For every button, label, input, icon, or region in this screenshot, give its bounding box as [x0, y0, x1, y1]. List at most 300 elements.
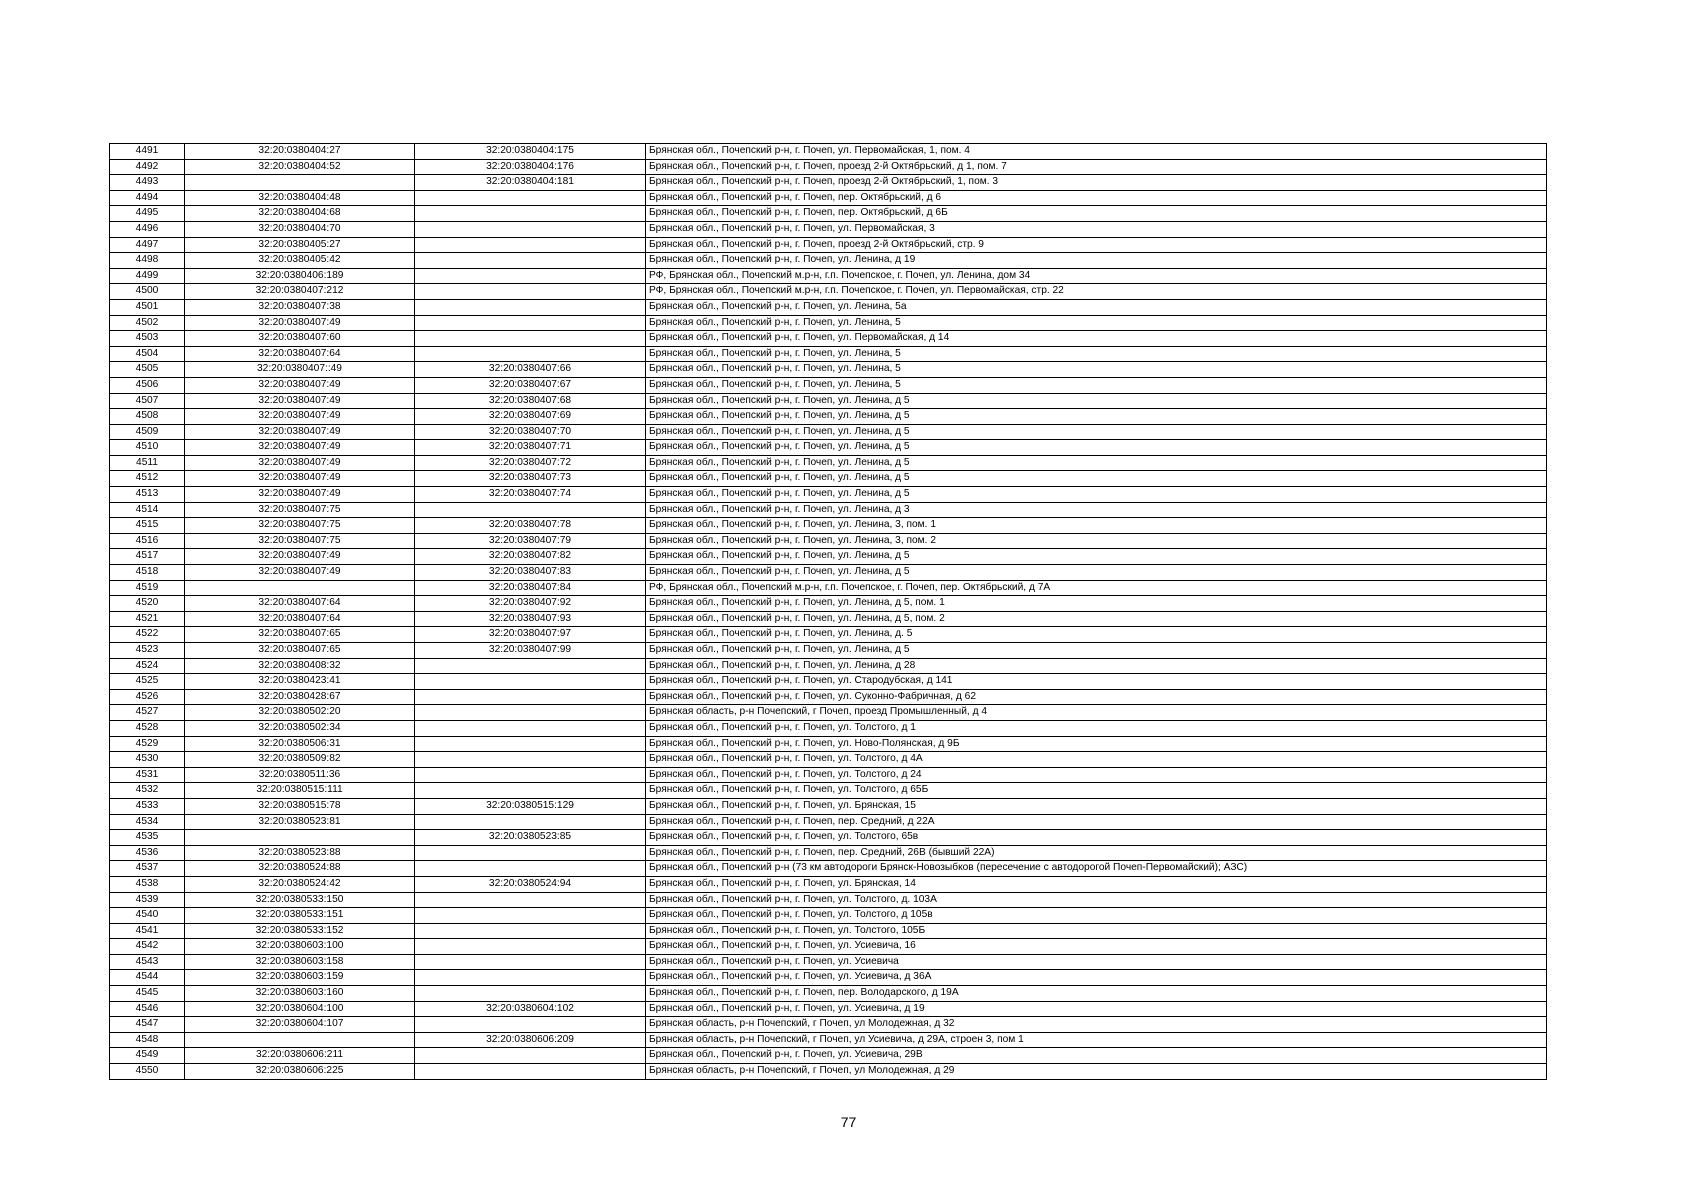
row-number-cell: 4497: [110, 237, 185, 253]
cadastral-number-object-cell: [415, 253, 646, 269]
cadastral-number-object-cell: [415, 658, 646, 674]
cadastral-number-cell: [185, 580, 415, 596]
address-cell: Брянская обл., Почепский р-н, г. Почеп, ул. Ленина, 5: [646, 315, 1547, 331]
table-row: [110, 206, 1547, 222]
row-number-cell: 4517: [110, 549, 185, 565]
table-row: [110, 1048, 1547, 1064]
cadastral-number-object-cell: [415, 892, 646, 908]
row-number-cell: 4518: [110, 565, 185, 581]
cadastral-number-cell: 32:20:0380407:49: [185, 549, 415, 565]
cadastral-number-object-cell: 32:20:0380407:92: [415, 596, 646, 612]
address-cell: Брянская область, р-н Почепский, г Почеп, ул Молодежная, д 32: [646, 1017, 1547, 1033]
cadastral-number-object-cell: [415, 206, 646, 222]
table-row: [110, 611, 1547, 627]
cadastral-number-object-cell: [415, 705, 646, 721]
row-number-cell: 4528: [110, 720, 185, 736]
cadastral-number-cell: 32:20:0380404:48: [185, 190, 415, 206]
cadastral-number-cell: 32:20:0380407:75: [185, 502, 415, 518]
address-cell: Брянская обл., Почепский р-н, г. Почеп, ул. Ленина, д 5, пом. 1: [646, 596, 1547, 612]
cadastral-number-cell: 32:20:0380603:100: [185, 939, 415, 955]
row-number-cell: 4494: [110, 190, 185, 206]
cadastral-number-cell: 32:20:0380523:81: [185, 814, 415, 830]
table-row: [110, 643, 1547, 659]
cadastral-number-cell: 32:20:0380407:38: [185, 299, 415, 315]
address-cell: Брянская обл., Почепский р-н, г. Почеп, ул. Первомайская, д 14: [646, 331, 1547, 347]
address-cell: Брянская обл., Почепский р-н, г. Почеп, ул. Ленина, д 5: [646, 487, 1547, 503]
table-row: [110, 689, 1547, 705]
table-row: [110, 393, 1547, 409]
row-number-cell: 4502: [110, 315, 185, 331]
cadastral-number-object-cell: 32:20:0380404:181: [415, 175, 646, 191]
cadastral-number-cell: [185, 1032, 415, 1048]
cadastral-number-cell: 32:20:0380405:27: [185, 237, 415, 253]
cadastral-number-cell: 32:20:0380407:65: [185, 627, 415, 643]
address-cell: Брянская обл., Почепский р-н, г. Почеп, ул. Толстого, д 105в: [646, 908, 1547, 924]
cadastral-number-object-cell: [415, 674, 646, 690]
address-cell: Брянская обл., Почепский р-н, г. Почеп, ул. Ленина, 5: [646, 362, 1547, 378]
cadastral-number-cell: 32:20:0380407:49: [185, 440, 415, 456]
row-number-cell: 4500: [110, 284, 185, 300]
address-cell: Брянская обл., Почепский р-н, г. Почеп, ул. Ленина, 3, пом. 2: [646, 533, 1547, 549]
table-row: [110, 986, 1547, 1002]
row-number-cell: 4550: [110, 1064, 185, 1080]
cadastral-number-object-cell: [415, 767, 646, 783]
table-row: [110, 596, 1547, 612]
row-number-cell: 4524: [110, 658, 185, 674]
cadastral-number-object-cell: 32:20:0380604:102: [415, 1001, 646, 1017]
row-number-cell: 4533: [110, 798, 185, 814]
table-row: [110, 471, 1547, 487]
cadastral-number-object-cell: [415, 720, 646, 736]
row-number-cell: 4519: [110, 580, 185, 596]
row-number-cell: 4499: [110, 268, 185, 284]
address-cell: Брянская обл., Почепский р-н, г. Почеп, ул. Ленина, д 5: [646, 393, 1547, 409]
address-cell: РФ, Брянская обл., Почепский м.р-н, г.п. Почепское, г. Почеп, ул. Первомайская, стр. 22: [646, 284, 1547, 300]
row-number-cell: 4507: [110, 393, 185, 409]
row-number-cell: 4521: [110, 611, 185, 627]
table-row: [110, 284, 1547, 300]
row-number-cell: 4540: [110, 908, 185, 924]
table-row: [110, 159, 1547, 175]
address-cell: Брянская обл., Почепский р-н, г. Почеп, ул. Ленина, д 3: [646, 502, 1547, 518]
cadastral-number-object-cell: [415, 814, 646, 830]
table-row: [110, 190, 1547, 206]
row-number-cell: 4545: [110, 986, 185, 1002]
cadastral-number-object-cell: 32:20:0380407:99: [415, 643, 646, 659]
cadastral-number-cell: 32:20:0380407:49: [185, 315, 415, 331]
table-row: [110, 814, 1547, 830]
row-number-cell: 4534: [110, 814, 185, 830]
address-cell: Брянская область, р-н Почепский, г Почеп, ул Молодежная, д 29: [646, 1064, 1547, 1080]
table-row: [110, 144, 1547, 160]
cadastral-number-cell: 32:20:0380524:88: [185, 861, 415, 877]
table-row: [110, 175, 1547, 191]
cadastral-number-object-cell: [415, 923, 646, 939]
cadastral-number-object-cell: [415, 908, 646, 924]
cadastral-number-cell: 32:20:0380533:152: [185, 923, 415, 939]
cadastral-number-object-cell: [415, 502, 646, 518]
cadastral-number-cell: 32:20:0380404:27: [185, 144, 415, 160]
row-number-cell: 4514: [110, 502, 185, 518]
row-number-cell: 4537: [110, 861, 185, 877]
row-number-cell: 4532: [110, 783, 185, 799]
cadastral-number-object-cell: [415, 689, 646, 705]
cadastral-number-cell: 32:20:0380502:20: [185, 705, 415, 721]
address-cell: Брянская обл., Почепский р-н, г. Почеп, ул. Ленина, 3, пом. 1: [646, 518, 1547, 534]
cadastral-number-cell: 32:20:0380407:64: [185, 611, 415, 627]
cadastral-number-object-cell: [415, 954, 646, 970]
cadastral-number-cell: 32:20:0380511:36: [185, 767, 415, 783]
cadastral-number-object-cell: [415, 221, 646, 237]
row-number-cell: 4501: [110, 299, 185, 315]
address-cell: Брянская обл., Почепский р-н, г. Почеп, ул. Толстого, д 65Б: [646, 783, 1547, 799]
address-cell: Брянская обл., Почепский р-н, г. Почеп, ул. Ленина, 5: [646, 346, 1547, 362]
cadastral-number-object-cell: [415, 861, 646, 877]
page-number: 77: [840, 1114, 857, 1130]
table-row: [110, 705, 1547, 721]
row-number-cell: 4542: [110, 939, 185, 955]
row-number-cell: 4498: [110, 253, 185, 269]
cadastral-number-cell: 32:20:0380407:49: [185, 487, 415, 503]
cadastral-number-cell: 32:20:0380407:60: [185, 331, 415, 347]
table-row: [110, 487, 1547, 503]
row-number-cell: 4549: [110, 1048, 185, 1064]
registry-table: [109, 143, 1547, 1080]
row-number-cell: 4495: [110, 206, 185, 222]
cadastral-number-object-cell: [415, 315, 646, 331]
row-number-cell: 4529: [110, 736, 185, 752]
table-row: [110, 767, 1547, 783]
row-number-cell: 4510: [110, 440, 185, 456]
address-cell: Брянская обл., Почепский р-н, г. Почеп, ул. Толстого, 65в: [646, 830, 1547, 846]
table-row: [110, 565, 1547, 581]
row-number-cell: 4527: [110, 705, 185, 721]
row-number-cell: 4539: [110, 892, 185, 908]
cadastral-number-object-cell: 32:20:0380515:129: [415, 798, 646, 814]
table-row: [110, 830, 1547, 846]
cadastral-number-object-cell: [415, 970, 646, 986]
address-cell: Брянская обл., Почепский р-н, г. Почеп, ул. Усиевича, 16: [646, 939, 1547, 955]
table-row: [110, 892, 1547, 908]
cadastral-number-cell: 32:20:0380407:75: [185, 533, 415, 549]
row-number-cell: 4496: [110, 221, 185, 237]
row-number-cell: 4536: [110, 845, 185, 861]
address-cell: Брянская область, р-н Почепский, г Почеп, проезд Промышленный, д 4: [646, 705, 1547, 721]
cadastral-number-cell: 32:20:0380603:159: [185, 970, 415, 986]
address-cell: Брянская обл., Почепский р-н, г. Почеп, ул. Ленина, 5а: [646, 299, 1547, 315]
address-cell: Брянская обл., Почепский р-н, г. Почеп, проезд 2-й Октябрьский, 1, пом. 3: [646, 175, 1547, 191]
table-row: [110, 627, 1547, 643]
cadastral-number-object-cell: [415, 237, 646, 253]
cadastral-number-cell: 32:20:0380407::49: [185, 362, 415, 378]
table-row: [110, 518, 1547, 534]
table-row: [110, 362, 1547, 378]
row-number-cell: 4506: [110, 377, 185, 393]
row-number-cell: 4511: [110, 455, 185, 471]
cadastral-number-cell: 32:20:0380533:150: [185, 892, 415, 908]
row-number-cell: 4493: [110, 175, 185, 191]
address-cell: Брянская обл., Почепский р-н, г. Почеп, ул. Брянская, 14: [646, 876, 1547, 892]
cadastral-number-cell: 32:20:0380404:68: [185, 206, 415, 222]
cadastral-number-cell: 32:20:0380407:49: [185, 565, 415, 581]
row-number-cell: 4541: [110, 923, 185, 939]
row-number-cell: 4546: [110, 1001, 185, 1017]
table-row: [110, 674, 1547, 690]
cadastral-number-object-cell: 32:20:0380407:69: [415, 409, 646, 425]
table-row: [110, 1064, 1547, 1080]
address-cell: Брянская обл., Почепский р-н, г. Почеп, ул. Ленина, д 5: [646, 424, 1547, 440]
address-cell: Брянская обл., Почепский р-н, г. Почеп, ул. Ленина, д 5: [646, 440, 1547, 456]
table-row: [110, 752, 1547, 768]
address-cell: Брянская обл., Почепский р-н, г. Почеп, ул. Брянская, 15: [646, 798, 1547, 814]
address-cell: Брянская обл., Почепский р-н, г. Почеп, ул. Усиевича, д 36А: [646, 970, 1547, 986]
cadastral-number-cell: 32:20:0380506:31: [185, 736, 415, 752]
address-cell: Брянская обл., Почепский р-н, г. Почеп, ул. Ленина, 5: [646, 377, 1547, 393]
cadastral-number-cell: 32:20:0380523:88: [185, 845, 415, 861]
cadastral-number-cell: 32:20:0380407:64: [185, 596, 415, 612]
row-number-cell: 4516: [110, 533, 185, 549]
cadastral-number-cell: 32:20:0380407:49: [185, 424, 415, 440]
cadastral-number-cell: 32:20:0380405:42: [185, 253, 415, 269]
table-row: [110, 798, 1547, 814]
cadastral-number-object-cell: [415, 986, 646, 1002]
cadastral-number-object-cell: 32:20:0380407:79: [415, 533, 646, 549]
cadastral-number-cell: 32:20:0380407:75: [185, 518, 415, 534]
table-row: [110, 783, 1547, 799]
address-cell: Брянская обл., Почепский р-н, г. Почеп, ул. Ленина, д. 5: [646, 627, 1547, 643]
row-number-cell: 4520: [110, 596, 185, 612]
cadastral-number-object-cell: 32:20:0380407:78: [415, 518, 646, 534]
address-cell: Брянская обл., Почепский р-н, г. Почеп, пер. Средний, д 22А: [646, 814, 1547, 830]
row-number-cell: 4531: [110, 767, 185, 783]
address-cell: Брянская обл., Почепский р-н, г. Почеп, ул. Стародубская, д 141: [646, 674, 1547, 690]
cadastral-number-cell: 32:20:0380407:64: [185, 346, 415, 362]
table-row: [110, 580, 1547, 596]
table-row: [110, 315, 1547, 331]
table-row: [110, 455, 1547, 471]
row-number-cell: 4523: [110, 643, 185, 659]
cadastral-number-object-cell: [415, 1064, 646, 1080]
address-cell: Брянская обл., Почепский р-н, г. Почеп, проезд 2-й Октябрьский, д 1, пом. 7: [646, 159, 1547, 175]
address-cell: Брянская обл., Почепский р-н, г. Почеп, ул. Ленина, д 5: [646, 471, 1547, 487]
table-row: [110, 377, 1547, 393]
cadastral-number-cell: [185, 830, 415, 846]
cadastral-number-object-cell: [415, 736, 646, 752]
cadastral-number-cell: 32:20:0380515:111: [185, 783, 415, 799]
cadastral-number-object-cell: 32:20:0380407:74: [415, 487, 646, 503]
cadastral-number-object-cell: 32:20:0380407:68: [415, 393, 646, 409]
cadastral-number-cell: 32:20:0380533:151: [185, 908, 415, 924]
table-row: [110, 549, 1547, 565]
cadastral-number-object-cell: [415, 268, 646, 284]
address-cell: Брянская обл., Почепский р-н, г. Почеп, ул. Усиевича, д 19: [646, 1001, 1547, 1017]
address-cell: Брянская обл., Почепский р-н, г. Почеп, ул. Толстого, д 1: [646, 720, 1547, 736]
address-cell: Брянская обл., Почепский р-н (73 км автодороги Брянск-Новозыбков (пересечение с автодорогой Почеп-Первомайский); АЗС): [646, 861, 1547, 877]
table-row: [110, 409, 1547, 425]
table-row: [110, 658, 1547, 674]
cadastral-number-object-cell: [415, 783, 646, 799]
table-row: [110, 954, 1547, 970]
table-row: [110, 237, 1547, 253]
table-row: [110, 1032, 1547, 1048]
table-row: [110, 970, 1547, 986]
cadastral-number-cell: 32:20:0380407:49: [185, 455, 415, 471]
cadastral-number-object-cell: [415, 845, 646, 861]
address-cell: Брянская область, р-н Почепский, г Почеп, ул Усиевича, д 29А, строен 3, пом 1: [646, 1032, 1547, 1048]
table-row: [110, 876, 1547, 892]
cadastral-number-object-cell: [415, 190, 646, 206]
cadastral-number-cell: 32:20:0380407:49: [185, 409, 415, 425]
row-number-cell: 4515: [110, 518, 185, 534]
table-row: [110, 939, 1547, 955]
cadastral-number-cell: 32:20:0380428:67: [185, 689, 415, 705]
cadastral-number-cell: 32:20:0380407:49: [185, 377, 415, 393]
address-cell: Брянская обл., Почепский р-н, г. Почеп, ул. Толстого, 105Б: [646, 923, 1547, 939]
registry-table-body: [110, 144, 1547, 1080]
cadastral-number-object-cell: [415, 939, 646, 955]
cadastral-number-object-cell: 32:20:0380407:84: [415, 580, 646, 596]
cadastral-number-object-cell: [415, 299, 646, 315]
row-number-cell: 4513: [110, 487, 185, 503]
cadastral-number-object-cell: 32:20:0380407:83: [415, 565, 646, 581]
cadastral-number-cell: 32:20:0380502:34: [185, 720, 415, 736]
cadastral-number-cell: 32:20:0380603:158: [185, 954, 415, 970]
table-row: [110, 845, 1547, 861]
cadastral-number-cell: 32:20:0380404:52: [185, 159, 415, 175]
cadastral-number-object-cell: 32:20:0380524:94: [415, 876, 646, 892]
address-cell: Брянская обл., Почепский р-н, г. Почеп, ул. Ленина, д 19: [646, 253, 1547, 269]
cadastral-number-cell: 32:20:0380423:41: [185, 674, 415, 690]
address-cell: Брянская обл., Почепский р-н, г. Почеп, ул. Ленина, д 28: [646, 658, 1547, 674]
cadastral-number-cell: 32:20:0380515:78: [185, 798, 415, 814]
table-row: [110, 331, 1547, 347]
cadastral-number-cell: 32:20:0380509:82: [185, 752, 415, 768]
cadastral-number-cell: 32:20:0380407:212: [185, 284, 415, 300]
row-number-cell: 4512: [110, 471, 185, 487]
table-row: [110, 346, 1547, 362]
row-number-cell: 4544: [110, 970, 185, 986]
address-cell: Брянская обл., Почепский р-н, г. Почеп, ул. Толстого, д 24: [646, 767, 1547, 783]
address-cell: Брянская обл., Почепский р-н, г. Почеп, ул. Усиевича: [646, 954, 1547, 970]
table-row: [110, 736, 1547, 752]
address-cell: РФ, Брянская обл., Почепский м.р-н, г.п. Почепское, г. Почеп, ул. Ленина, дом 34: [646, 268, 1547, 284]
row-number-cell: 4505: [110, 362, 185, 378]
cadastral-number-cell: [185, 175, 415, 191]
table-row: [110, 424, 1547, 440]
address-cell: Брянская обл., Почепский р-н, г. Почеп, ул. Ленина, д 5: [646, 409, 1547, 425]
cadastral-number-object-cell: [415, 284, 646, 300]
cadastral-number-object-cell: 32:20:0380407:66: [415, 362, 646, 378]
address-cell: Брянская обл., Почепский р-н, г. Почеп, пер. Октябрьский, д 6Б: [646, 206, 1547, 222]
cadastral-number-object-cell: 32:20:0380407:67: [415, 377, 646, 393]
address-cell: РФ, Брянская обл., Почепский м.р-н, г.п. Почепское, г. Почеп, пер. Октябрьский, д 7А: [646, 580, 1547, 596]
table-row: [110, 861, 1547, 877]
cadastral-number-object-cell: 32:20:0380404:176: [415, 159, 646, 175]
cadastral-number-cell: 32:20:0380408:32: [185, 658, 415, 674]
address-cell: Брянская обл., Почепский р-н, г. Почеп, ул. Ленина, д 5: [646, 549, 1547, 565]
cadastral-number-object-cell: [415, 1048, 646, 1064]
cadastral-number-object-cell: 32:20:0380407:82: [415, 549, 646, 565]
cadastral-number-object-cell: 32:20:0380407:73: [415, 471, 646, 487]
row-number-cell: 4492: [110, 159, 185, 175]
cadastral-number-cell: 32:20:0380524:42: [185, 876, 415, 892]
row-number-cell: 4508: [110, 409, 185, 425]
cadastral-number-cell: 32:20:0380604:100: [185, 1001, 415, 1017]
table-row: [110, 221, 1547, 237]
address-cell: Брянская обл., Почепский р-н, г. Почеп, пер. Октябрьский, д 6: [646, 190, 1547, 206]
row-number-cell: 4538: [110, 876, 185, 892]
address-cell: Брянская обл., Почепский р-н, г. Почеп, проезд 2-й Октябрьский, стр. 9: [646, 237, 1547, 253]
cadastral-number-cell: 32:20:0380407:49: [185, 393, 415, 409]
table-row: [110, 908, 1547, 924]
cadastral-number-object-cell: 32:20:0380606:209: [415, 1032, 646, 1048]
table-row: [110, 533, 1547, 549]
address-cell: Брянская обл., Почепский р-н, г. Почеп, ул. Первомайская, 3: [646, 221, 1547, 237]
row-number-cell: 4522: [110, 627, 185, 643]
table-row: [110, 502, 1547, 518]
address-cell: Брянская обл., Почепский р-н, г. Почеп, ул. Ленина, д 5: [646, 565, 1547, 581]
address-cell: Брянская обл., Почепский р-н, г. Почеп, пер. Средний, 26В (бывший 22А): [646, 845, 1547, 861]
address-cell: Брянская обл., Почепский р-н, г. Почеп, ул. Толстого, д 4А: [646, 752, 1547, 768]
address-cell: Брянская обл., Почепский р-н, г. Почеп, ул. Суконно-Фабричная, д 62: [646, 689, 1547, 705]
table-row: [110, 720, 1547, 736]
row-number-cell: 4543: [110, 954, 185, 970]
row-number-cell: 4491: [110, 144, 185, 160]
cadastral-number-object-cell: 32:20:0380523:85: [415, 830, 646, 846]
cadastral-number-object-cell: [415, 1017, 646, 1033]
table-row: [110, 1017, 1547, 1033]
address-cell: Брянская обл., Почепский р-н, г. Почеп, ул. Первомайская, 1, пом. 4: [646, 144, 1547, 160]
row-number-cell: 4503: [110, 331, 185, 347]
cadastral-number-object-cell: [415, 346, 646, 362]
table-row: [110, 1001, 1547, 1017]
cadastral-number-cell: 32:20:0380406:189: [185, 268, 415, 284]
table-row: [110, 268, 1547, 284]
cadastral-number-object-cell: 32:20:0380407:93: [415, 611, 646, 627]
address-cell: Брянская обл., Почепский р-н, г. Почеп, ул. Ленина, д 5, пом. 2: [646, 611, 1547, 627]
row-number-cell: 4504: [110, 346, 185, 362]
cadastral-number-object-cell: 32:20:0380407:71: [415, 440, 646, 456]
table-row: [110, 299, 1547, 315]
cadastral-number-cell: 32:20:0380604:107: [185, 1017, 415, 1033]
row-number-cell: 4530: [110, 752, 185, 768]
row-number-cell: 4526: [110, 689, 185, 705]
cadastral-number-cell: 32:20:0380404:70: [185, 221, 415, 237]
cadastral-number-cell: 32:20:0380407:49: [185, 471, 415, 487]
row-number-cell: 4525: [110, 674, 185, 690]
row-number-cell: 4547: [110, 1017, 185, 1033]
cadastral-number-cell: 32:20:0380407:65: [185, 643, 415, 659]
address-cell: Брянская обл., Почепский р-н, г. Почеп, ул. Ленина, д 5: [646, 455, 1547, 471]
table-row: [110, 440, 1547, 456]
address-cell: Брянская обл., Почепский р-н, г. Почеп, ул. Толстого, д. 103А: [646, 892, 1547, 908]
row-number-cell: 4548: [110, 1032, 185, 1048]
cadastral-number-object-cell: 32:20:0380404:175: [415, 144, 646, 160]
cadastral-number-cell: 32:20:0380603:160: [185, 986, 415, 1002]
row-number-cell: 4535: [110, 830, 185, 846]
row-number-cell: 4509: [110, 424, 185, 440]
table-row: [110, 923, 1547, 939]
cadastral-number-object-cell: [415, 752, 646, 768]
address-cell: Брянская обл., Почепский р-н, г. Почеп, ул. Ленина, д 5: [646, 643, 1547, 659]
cadastral-number-object-cell: 32:20:0380407:72: [415, 455, 646, 471]
address-cell: Брянская обл., Почепский р-н, г. Почеп, пер. Володарского, д 19А: [646, 986, 1547, 1002]
cadastral-number-object-cell: 32:20:0380407:97: [415, 627, 646, 643]
table-row: [110, 253, 1547, 269]
address-cell: Брянская обл., Почепский р-н, г. Почеп, ул. Ново-Полянская, д 9Б: [646, 736, 1547, 752]
address-cell: Брянская обл., Почепский р-н, г. Почеп, ул. Усиевича, 29В: [646, 1048, 1547, 1064]
cadastral-number-object-cell: [415, 331, 646, 347]
